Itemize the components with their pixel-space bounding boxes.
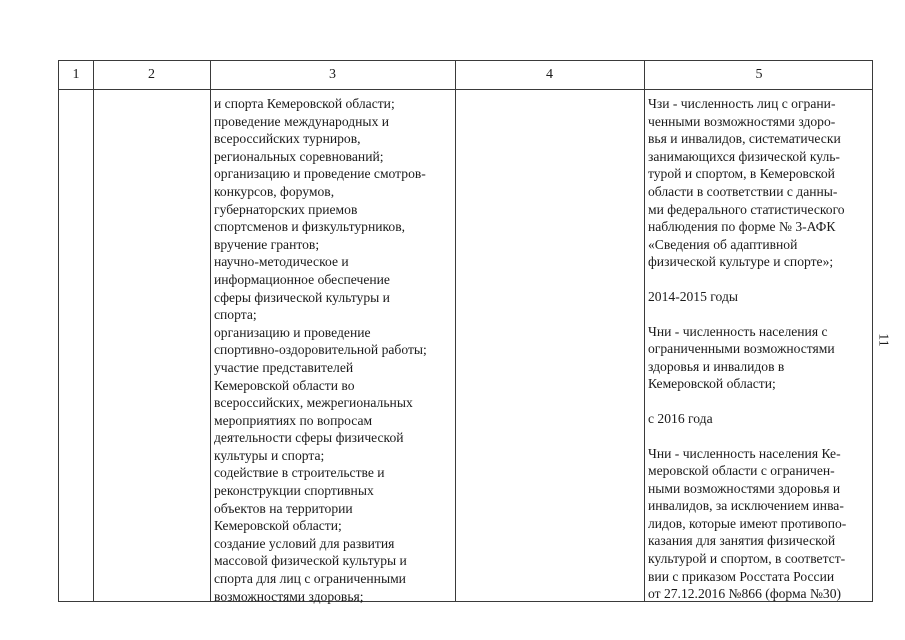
column-divider (455, 61, 456, 601)
period-2014-2015: 2014-2015 годы (648, 288, 738, 304)
text-line: и спорта Кемеровской области; (214, 96, 395, 111)
text-line: участие представителей (214, 359, 354, 375)
header-col-3: 3 (329, 67, 336, 82)
text-line: ченными возможностями здоро- (648, 113, 836, 129)
text-line: организацию и проведение смотров- (214, 166, 426, 182)
text-line: вии с приказом Росстата России (648, 568, 835, 584)
col5-text (648, 95, 846, 603)
period-2016: с 2016 года (648, 410, 713, 426)
text-line: ными возможностями здоровья и (648, 480, 841, 496)
text-line: Кемеровской области; (214, 518, 342, 534)
col3-text (214, 95, 427, 605)
text-line: спорта для лиц с ограниченными (214, 571, 406, 587)
column-divider (210, 61, 211, 601)
text-line: создание условий для развития (214, 535, 395, 551)
text-line: реконструкции спортивных (214, 483, 374, 499)
col5-paragraph-chni-2 (648, 445, 846, 603)
text-line: здоровья и инвалидов в (648, 358, 785, 374)
text-line: «Сведения об адаптивной (648, 236, 798, 252)
text-line: организацию и проведение (214, 324, 371, 340)
text-line: турой и спортом, в Кемеровской (648, 166, 835, 182)
text-line: спорта; (214, 307, 257, 323)
text-line: губернаторских приемов (214, 201, 358, 217)
text-line: Чни - численность населения Ке- (648, 445, 841, 461)
text-line: конкурсов, форумов, (214, 183, 335, 199)
text-line: физической культуре и спорте»; (648, 254, 834, 270)
text-line: спортивно-оздоровительной работы; (214, 342, 427, 358)
header-col-1: 1 (72, 67, 80, 82)
column-divider (644, 61, 645, 601)
text-line: наблюдения по форме № 3-АФК (648, 219, 836, 235)
text-line: массовой физической культуры и (214, 553, 407, 569)
text-line: Кемеровской области во (214, 377, 355, 393)
header-col-4: 4 (546, 67, 553, 82)
text-line: информационное обеспечение (214, 271, 390, 287)
text-line: региональных соревнований; (214, 148, 384, 164)
text-line: Чзи - численность лиц с ограни- (648, 96, 836, 111)
text-line: области в соответствии с данны- (648, 183, 838, 199)
text-line: от 27.12.2016 №866 (форма №30) (648, 586, 842, 602)
text-line: инвалидов, за исключением инва- (648, 498, 844, 514)
text-line: лидов, которые имеют противопо- (648, 515, 847, 531)
text-line: ми федерального статистического (648, 201, 845, 217)
text-line: меровской области с ограничен- (648, 463, 835, 479)
text-line: сферы физической культуры и (214, 289, 390, 305)
text-line: ограниченными возможностями (648, 341, 835, 357)
text-line: деятельности сферы физической (214, 430, 404, 446)
text-line: возможностями здоровья; (214, 588, 364, 604)
text-line: научно-методическое и (214, 254, 349, 270)
text-line: мероприятиях по вопросам (214, 412, 373, 428)
text-line: Кемеровской области; (648, 376, 776, 392)
header-col-2: 2 (148, 67, 155, 82)
column-divider (93, 61, 94, 601)
text-line: культуры и спорта; (214, 447, 325, 463)
text-line: казания для занятия физической (648, 533, 836, 549)
text-line: содействие в строительстве и (214, 465, 385, 481)
col5-paragraph-chzi (648, 95, 846, 271)
header-col-5: 5 (755, 67, 763, 82)
text-line: всероссийских, межрегиональных (214, 395, 413, 411)
document-table (58, 60, 873, 602)
col5-paragraph-chni-1 (648, 323, 846, 393)
text-line: всероссийских турниров, (214, 131, 361, 147)
text-line: проведение международных и (214, 113, 390, 129)
page-number: 11 (875, 333, 891, 347)
text-line: культурой и спортом, в соответст- (648, 551, 846, 567)
header-divider (59, 89, 872, 90)
text-line: Чни - численность населения с (648, 323, 828, 339)
text-line: вручение грантов; (214, 236, 320, 252)
text-line: занимающихся физической куль- (648, 148, 840, 164)
text-line: объектов на территории (214, 500, 353, 516)
text-line: вья и инвалидов, систематически (648, 131, 841, 147)
text-line: спортсменов и физкультурников, (214, 219, 406, 235)
